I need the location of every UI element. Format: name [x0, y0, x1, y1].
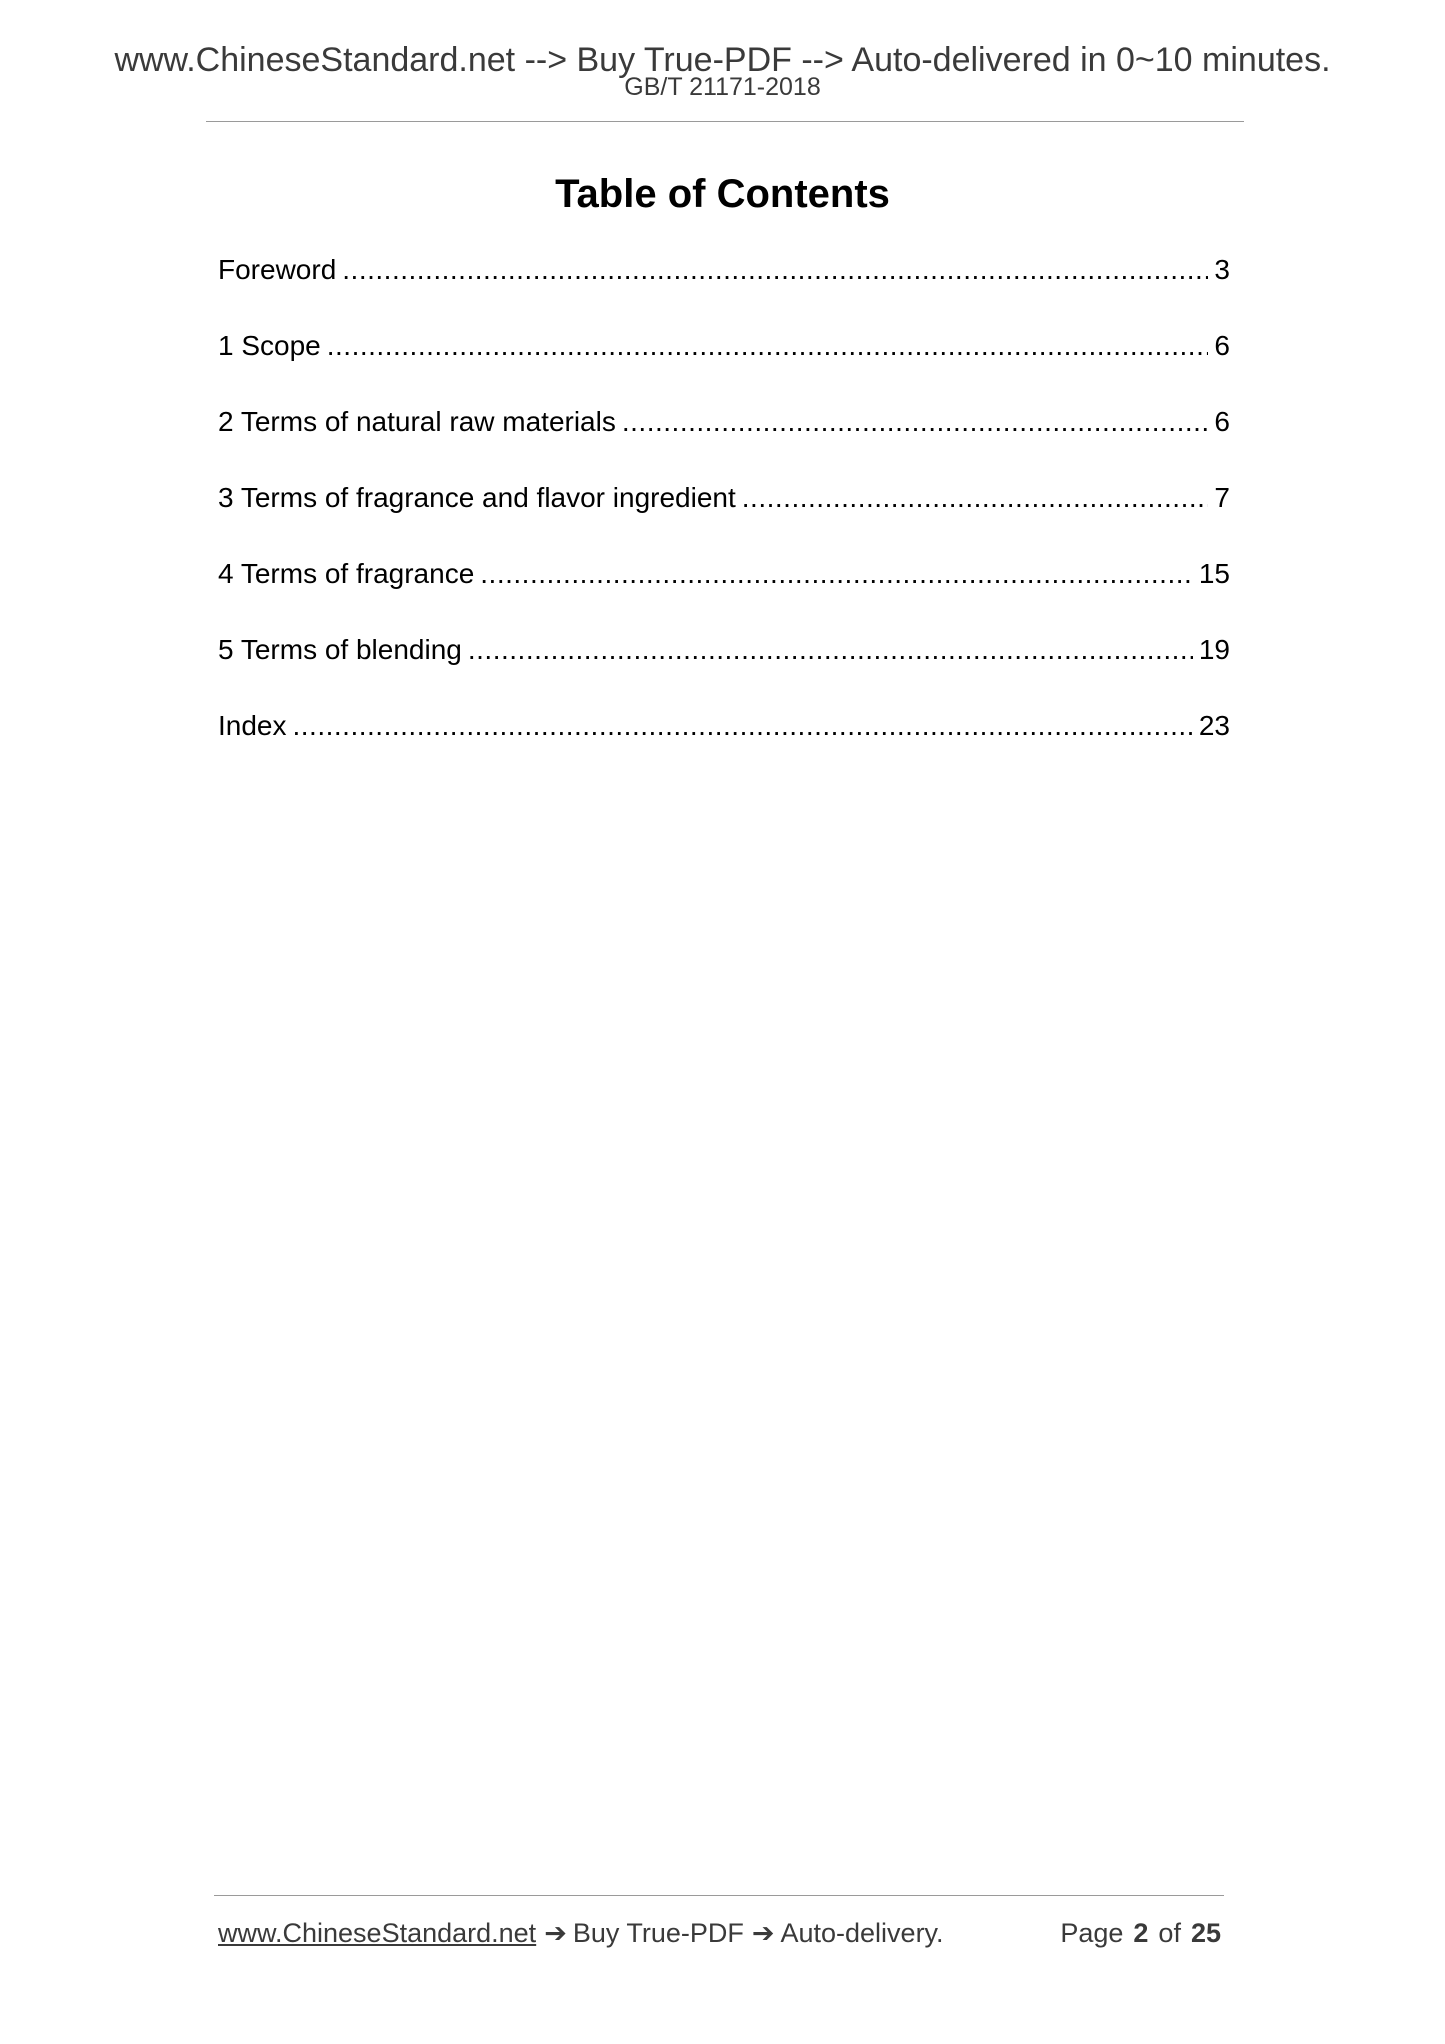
toc-entry-label: 1 Scope [218, 330, 321, 361]
of-word: of [1158, 1918, 1181, 1948]
toc-entry-label: Index [218, 710, 287, 741]
footer-promo [218, 1915, 944, 1951]
footer-buy-text: Buy True-PDF [572, 1918, 744, 1948]
header-divider [206, 121, 1244, 122]
toc-entry-label: 4 Terms of fragrance [218, 558, 475, 589]
toc-entry-page: 3 [1214, 254, 1230, 285]
footer-divider [214, 1895, 1224, 1896]
toc-entry-fragrance[interactable] [218, 556, 1230, 632]
toc-entry-page: 6 [1214, 330, 1230, 361]
toc-entry-fragrance-flavor-ingredient[interactable] [218, 480, 1230, 556]
toc-entry-label: 2 Terms of natural raw materials [218, 406, 616, 437]
total-pages-number: 25 [1190, 1918, 1221, 1948]
toc-entry-natural-raw-materials[interactable] [218, 404, 1230, 480]
toc-entry-foreword[interactable] [218, 252, 1230, 328]
top-banner: www.ChineseStandard.net --> Buy True-PDF --> Auto-delivered in 0~10 minutes. [114, 41, 1331, 79]
toc-entry-page: 6 [1214, 406, 1230, 437]
toc-dot-leader [342, 252, 1208, 288]
toc-entry-page: 15 [1198, 558, 1230, 589]
toc-entry-blending[interactable] [218, 632, 1230, 708]
toc-entry-page: 7 [1214, 482, 1230, 513]
toc-entry-label: 3 Terms of fragrance and flavor ingredient [218, 482, 736, 513]
toc-title: Table of Contents [555, 172, 890, 216]
toc-dot-leader [468, 632, 1193, 668]
toc-entry-label: 5 Terms of blending [218, 634, 462, 665]
toc-dot-leader [293, 708, 1193, 744]
current-page-number: 2 [1133, 1918, 1149, 1948]
toc-list [218, 252, 1230, 784]
toc-dot-leader [480, 556, 1193, 592]
standard-code: GB/T 21171-2018 [624, 73, 821, 101]
right-arrow-icon: ➔ [751, 1918, 775, 1948]
toc-entry-page: 23 [1198, 710, 1230, 741]
page-footer [218, 1915, 1221, 1951]
page-counter [1060, 1915, 1221, 1951]
page-word: Page [1060, 1918, 1124, 1948]
toc-dot-leader [622, 404, 1209, 440]
toc-entry-label: Foreword [218, 254, 337, 285]
toc-entry-scope[interactable] [218, 328, 1230, 404]
toc-dot-leader [327, 328, 1209, 364]
toc-entry-page: 19 [1198, 634, 1230, 665]
footer-delivery-text: Auto-delivery. [780, 1918, 944, 1948]
toc-dot-leader [742, 480, 1209, 516]
toc-entry-index[interactable] [218, 708, 1230, 784]
footer-site-link[interactable]: www.ChineseStandard.net [218, 1918, 537, 1948]
right-arrow-icon: ➔ [544, 1918, 567, 1948]
